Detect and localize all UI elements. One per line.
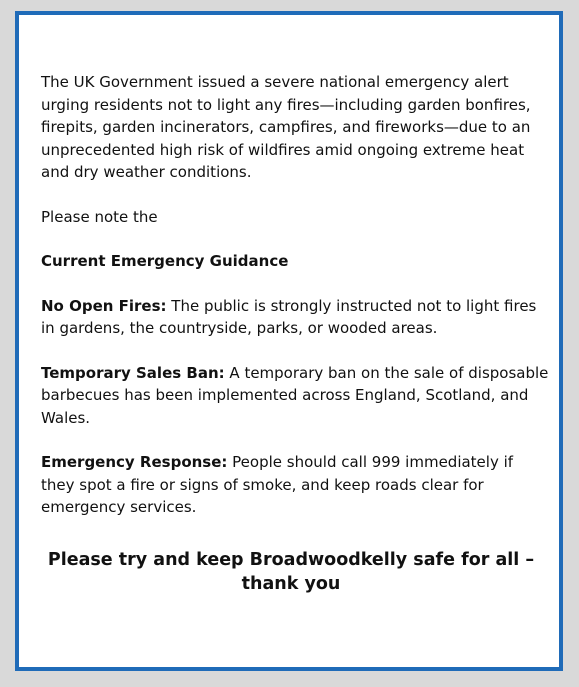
- guidance-heading: Current Emergency Guidance: [41, 252, 289, 270]
- guidance-item-title: No Open Fires:: [41, 296, 167, 315]
- guidance-item-no-open-fires: [41, 295, 551, 340]
- please-note-text: Please note the: [41, 207, 158, 226]
- closing-message: Please try and keep Broadwoodkelly safe for all – thank you: [47, 550, 535, 594]
- guidance-item-text: People should call 999 immediately if they spot a fire or signs of smoke, and keep roads clear for emergency services.: [41, 453, 514, 516]
- notice-frame: [15, 11, 563, 671]
- guidance-item-text: The public is strongly instructed not to light fires in gardens, the countryside, parks, or wooded areas.: [41, 296, 537, 337]
- notice-body: [41, 71, 551, 519]
- guidance-item-title: Emergency Response:: [41, 453, 228, 471]
- guidance-item-text: A temporary ban on the sale of disposable barbecues has been implemented across England, Scotland, and Wales.: [41, 363, 549, 427]
- guidance-item-emergency-response: [41, 451, 551, 519]
- guidance-item-title: Temporary Sales Ban:: [41, 363, 225, 382]
- intro-paragraph: The UK Government issued a severe national emergency alert urging residents not to light any fires—including garden bonfires, firepits, garden incinerators, campfires, and fireworks—due to an unprecedented high risk of wildfires amid ongoing extreme heat and dry weather conditions.: [41, 73, 531, 181]
- guidance-item-sales-ban: [41, 362, 551, 430]
